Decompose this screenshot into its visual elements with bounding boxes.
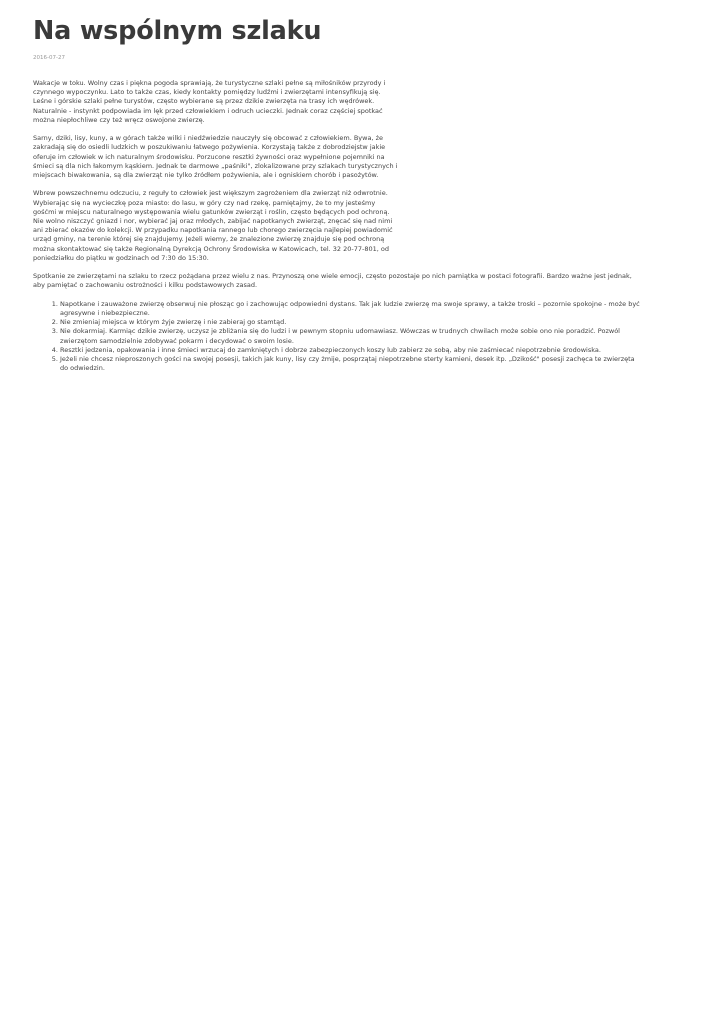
article-body xyxy=(33,79,673,373)
paragraph-animals xyxy=(33,134,408,180)
text-line: poniedziałku do piątku w godzinach od 7:30 do 15:30. xyxy=(33,253,209,262)
text-line: można niepłochliwe czy też wręcz oswojone zwierzę. xyxy=(33,115,205,124)
text-line: Wbrew powszechnemu odczuciu, z reguły to człowiek jest większym zagrożeniem dla zwierząt niż odwrotnie. xyxy=(33,189,388,198)
paragraph-intro xyxy=(33,79,408,125)
text-line: zwierzętom samodzielnie zdobywać pokarm i decydować o swoim losie. xyxy=(60,336,294,345)
text-line: miejscach biwakowania, są dla zwierząt nie tylko źródłem pożywienia, ale i ogniskiem chorób i pasożytów. xyxy=(33,171,379,180)
text-line: Spotkanie ze zwierzętami na szlaku to rzecz pożądana przez wielu z nas. Przynoszą one wiele emocji, często pozostaje po nich pamiątka w postaci fotografii. Bardzo ważne jest jednak, xyxy=(33,272,632,281)
text-line: urząd gminy, na terenie której się znajdujemy. Jeżeli wiemy, że znalezione zwierzę znajduje się pod ochroną xyxy=(33,235,385,244)
text-line: czynnego wypoczynku. Lato to także czas, kiedy kontakty pomiędzy ludźmi i zwierzętami intensyfikują się. xyxy=(33,88,381,97)
text-line: 1. Napotkane i zauważone zwierzę obserwuj nie płosząc go i zachowując odpowiedni dystans. Tak jak ludzie zwierzę ma swoje sprawy, a także troski – pozornie spokojne - może być xyxy=(60,299,640,308)
text-line: ani zbierać okazów do kolekcji. W przypadku napotkania rannego lub chorego zwierzęcia najlepiej powiadomić xyxy=(33,226,393,235)
text-line: oferuje im człowiek w ich naturalnym środowisku. Porzucone resztki żywności oraz wypełnione pojemniki na xyxy=(33,152,385,161)
text-line: Naturalnie - instynkt podpowiada im lęk przed człowiekiem i odruch ucieczki. Jednak coraz częściej spotkać xyxy=(33,106,383,115)
page-title: Na wspólnym szlaku xyxy=(33,16,322,46)
text-line: zakradają się do osiedli ludzkich w poszukiwaniu łatwego pożywienia. Korzystają także z dobrodziejstw jakie xyxy=(33,143,386,152)
text-line: agresywne i niebezpieczne. xyxy=(60,309,150,318)
text-line: 3. Nie dokarmiaj. Karmiąc dzikie zwierzę, uczysz je zbliżania się do ludzi i w pewnym stopniu udomawiasz. Wówczas w trudnych chwilach może sobie ono nie poradzić. Pozwól xyxy=(60,327,620,336)
paragraph-encounter xyxy=(33,272,673,290)
paragraph-threat xyxy=(33,189,408,263)
text-line: do odwiedzin. xyxy=(60,364,105,373)
text-line: 4. Resztki jedzenia, opakowania i inne śmieci wrzucaj do zamkniętych i dobrze zabezpieczonych koszy lub zabierz ze sobą, aby nie zaśmiecać niepotrzebnie środowiska. xyxy=(60,345,601,354)
text-line: Wakacje w toku. Wolny czas i piękna pogoda sprawiają, że turystyczne szlaki pełne są miłośników przyrody i xyxy=(33,79,386,87)
text-line: 5. Jeżeli nie chcesz nieproszonych gości na swojej posesji, takich jak kuny, lisy czy żmije, posprzątaj niepotrzebne sterty kamieni, desek itp. „Dzikość" posesji zachęca te zwierzęta xyxy=(60,355,635,364)
text-line: aby pamiętać o zachowaniu ostrożności i kilku podstawowych zasad. xyxy=(33,281,258,290)
list-item xyxy=(60,346,660,355)
tips-list xyxy=(33,300,660,374)
text-line: można skontaktować się także Regionalną Dyrekcją Ochrony Środowiska w Katowicach, tel. 32 20-77-801, od xyxy=(33,244,390,253)
text-line: Sarny, dziki, lisy, kuny, a w górach także wilki i niedźwiedzie nauczyły się obcować z człowiekiem. Bywa, że xyxy=(33,134,383,143)
text-line: Leśne i górskie szlaki pełne turystów, często wybierane są przez dzikie zwierzęta na trasy ich wędrówek. xyxy=(33,97,375,106)
text-line: śmieci są dla nich łakomym kąskiem. Jednak te darmowe „paśniki", zlokalizowane przy szlakach turystycznych i xyxy=(33,161,398,170)
list-item xyxy=(60,355,660,373)
text-line: Nie wolno niszczyć gniazd i nor, wybierać jaj oraz młodych, zabijać napotkanych zwierząt, znęcać się nad nimi xyxy=(33,217,393,226)
list-item xyxy=(60,318,660,327)
list-item xyxy=(60,327,660,345)
text-line: gośćmi w miejscu naturalnego występowania wielu gatunków zwierząt i roślin, często będących pod ochroną. xyxy=(33,207,390,216)
text-line: 2. Nie zmieniaj miejsca w którym żyje zwierzę i nie zabieraj go stamtąd. xyxy=(60,318,287,327)
article xyxy=(33,14,673,373)
publication-date: 2016-07-27 xyxy=(33,55,65,61)
text-line: Wybierając się na wycieczkę poza miasto: do lasu, w góry czy nad rzekę, pamiętajmy, że to my jesteśmy xyxy=(33,198,376,207)
list-item xyxy=(60,300,660,318)
